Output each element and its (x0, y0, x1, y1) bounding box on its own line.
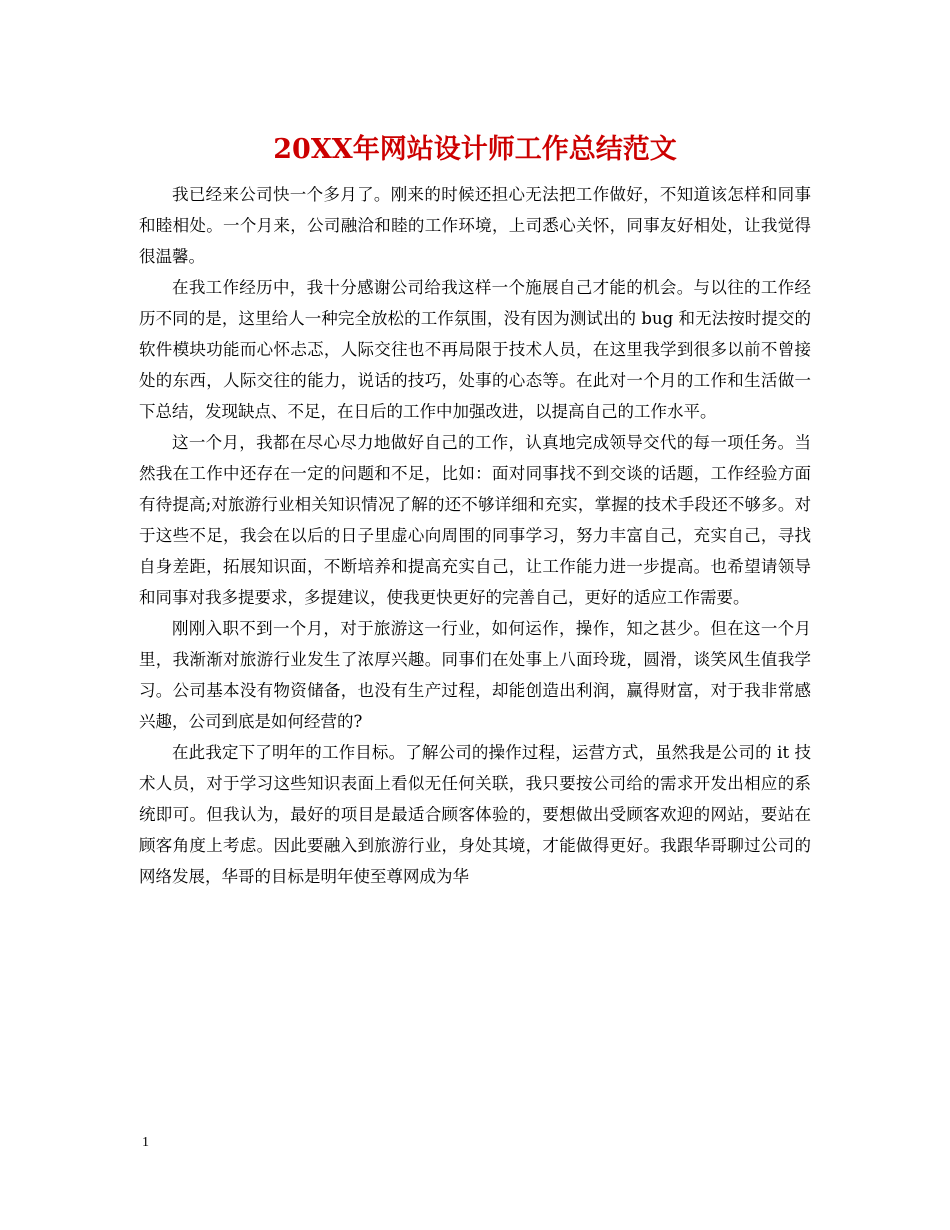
document-body (139, 179, 811, 892)
page-number: 1 (142, 1135, 149, 1150)
paragraph: 在我工作经历中，我十分感谢公司给我这样一个施展自己才能的机会。与以往的工作经历不同的是，这里给人一种完全放松的工作氛围，没有因为测试出的 bug 和无法按时提交的软件模块功能而心怀忐忑，人际交往也不再局限于技术人员，在这里我学到很多以前不曾接处的东西，人际交往的能力，说话的技巧，处事的心态等。在此对一个月的工作和生活做一下总结，发现缺点、不足，在日后的工作中加强改进，以提高自己的工作水平。 (139, 278, 811, 421)
paragraph: 刚刚入职不到一个月，对于旅游这一行业，如何运作，操作，知之甚少。但在这一个月里，我渐渐对旅游行业发生了浓厚兴趣。同事们在处事上八面玲珑，圆滑，谈笑风生值我学习。公司基本没有物资储备，也没有生产过程，却能创造出利润，赢得财富，对于我非常感兴趣，公司到底是如何经营的? (139, 619, 811, 731)
document-title: 20XX年网站设计师工作总结范文 (273, 134, 677, 165)
paragraph: 在此我定下了明年的工作目标。了解公司的操作过程，运营方式，虽然我是公司的 it 技术人员，对于学习这些知识表面上看似无任何关联，我只要按公司给的需求开发出相应的系统即可。但我认为，最好的项目是最适合顾客体验的，要想做出受顾客欢迎的网站，要站在顾客角度上考虑。因此要融入到旅游行业，身处其境，才能做得更好。我跟华哥聊过公司的网络发展，华哥的目标是明年使至尊网成为华 (139, 743, 811, 886)
paragraph: 我已经来公司快一个多月了。刚来的时候还担心无法把工作做好，不知道该怎样和同事和睦相处。一个月来，公司融洽和睦的工作环境，上司悉心关怀，同事友好相处，让我觉得很温馨。 (139, 185, 811, 266)
paragraph: 这一个月，我都在尽心尽力地做好自己的工作，认真地完成领导交代的每一项任务。当然我在工作中还存在一定的问题和不足，比如：面对同事找不到交谈的话题，工作经验方面有待提高;对旅游行业相关知识情况了解的还不够详细和充实，掌握的技术手段还不够多。对于这些不足，我会在以后的日子里虚心向周围的同事学习，努力丰富自己，充实自己，寻找自身差距，拓展知识面，不断培养和提高充实自己，让工作能力进一步提高。也希望请领导和同事对我多提要求，多提建议，使我更快更好的完善自己，更好的适应工作需要。 (139, 433, 811, 607)
